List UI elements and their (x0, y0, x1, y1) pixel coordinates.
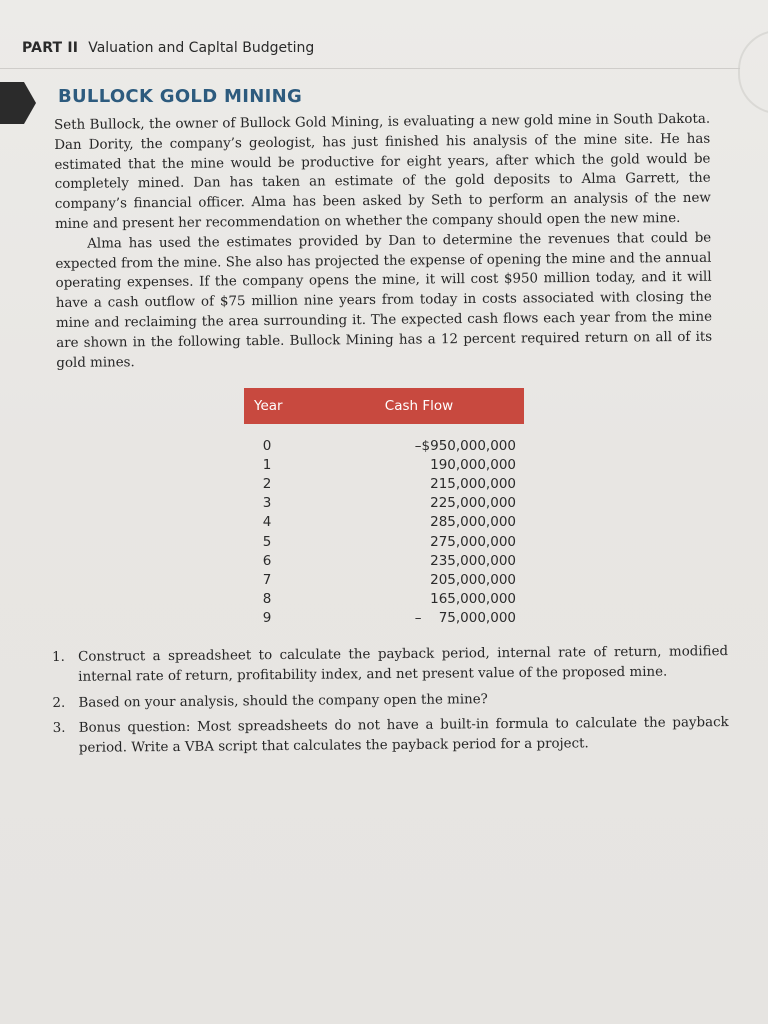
question-list (52, 642, 729, 765)
year-cell: 3 (262, 495, 272, 512)
case-title: BULLOCK GOLD MINING (58, 86, 303, 107)
question-number: 3. (52, 721, 66, 737)
cash-flow-cell: –$950,000,000 (414, 437, 516, 454)
cash-flow-column-header: Cash Flow (384, 398, 454, 414)
year-cell: 6 (262, 552, 272, 569)
cash-flow-table (244, 388, 524, 628)
case-paragraph: Seth Bullock, the owner of Bullock Gold Mining, is evaluating a new gold mine in South Dakota. Dan Dority, the company’s geologist, has just finished his analysis of the mine site. He has estimated that the mine would be productive for eight years, after which the gold would be completely mined. Dan has taken an estimate of the gold deposits to Alma Garrett, the company’s financial officer. Alma has been asked by Seth to perform an analysis of the new mine and present her recommendation on whether the company should open the new mine. (54, 111, 711, 232)
year-cell: 9 (262, 610, 272, 627)
question-text: Based on your analysis, should the company open the mine? (78, 691, 488, 711)
question-number: 1. (52, 649, 65, 665)
cash-flow-cell: – 75,000,000 (414, 610, 516, 627)
year-cell: 8 (262, 591, 272, 608)
year-cell: 1 (262, 456, 272, 473)
header-divider (0, 68, 740, 69)
year-cell: 2 (262, 475, 272, 492)
question-text: Construct a spreadsheet to calculate the payback period, internal rate of return, modified internal rate of return, profitability index, and net present value of the proposed mine. (78, 644, 729, 685)
year-cell: 0 (262, 437, 272, 454)
cash-flow-cell: 275,000,000 (430, 533, 516, 550)
cash-flow-cell: 165,000,000 (430, 591, 516, 608)
year-cell: 5 (262, 533, 272, 550)
cash-flow-cell: 205,000,000 (430, 571, 516, 588)
table-header-row (244, 388, 524, 424)
table-row (244, 436, 524, 455)
cash-flow-cell: 285,000,000 (430, 514, 516, 531)
table-row (244, 551, 524, 570)
question-item (52, 642, 728, 687)
page-header (22, 40, 314, 56)
case-marker-icon (0, 82, 36, 124)
table-row (244, 455, 524, 474)
question-text: Bonus question: Most spreadsheets do not have a built-in formula to calculate the payback period. Write a VBA script that calculates the payback period for a project. (78, 715, 729, 756)
page-binding-edge (738, 30, 768, 114)
table-body (244, 424, 524, 628)
section-label: Valuation and Capltal Budgeting (88, 40, 315, 56)
part-label: PART II (22, 40, 79, 56)
year-column-header: Year (254, 398, 283, 414)
table-row (244, 609, 524, 628)
question-item (53, 713, 729, 758)
year-cell: 4 (262, 514, 272, 531)
case-paragraph: Alma has used the estimates provided by Dan to determine the revenues that could be expected from the mine. She also has projected the expense of opening the mine and the annual operating expenses. If the company opens the mine, it will cost $950 million today, and it will have a cash outflow of $75 million nine years from today in costs associated with closing the mine and reclaiming the area surrounding it. The expected cash flows each year from the mine are shown in the following table. Bullock Mining has a 12 percent required return on all of its gold mines. (55, 230, 713, 371)
table-row (244, 590, 524, 609)
year-cell: 7 (262, 571, 272, 588)
question-number: 2. (52, 695, 66, 711)
table-row (244, 474, 524, 493)
question-item (52, 688, 728, 714)
table-row (244, 570, 524, 589)
table-row (244, 513, 524, 532)
case-body (54, 110, 712, 374)
cash-flow-cell: 215,000,000 (430, 475, 516, 492)
cash-flow-cell: 190,000,000 (430, 456, 516, 473)
cash-flow-cell: 225,000,000 (430, 495, 516, 512)
table-row (244, 494, 524, 513)
cash-flow-cell: 235,000,000 (430, 552, 516, 569)
table-row (244, 532, 524, 551)
